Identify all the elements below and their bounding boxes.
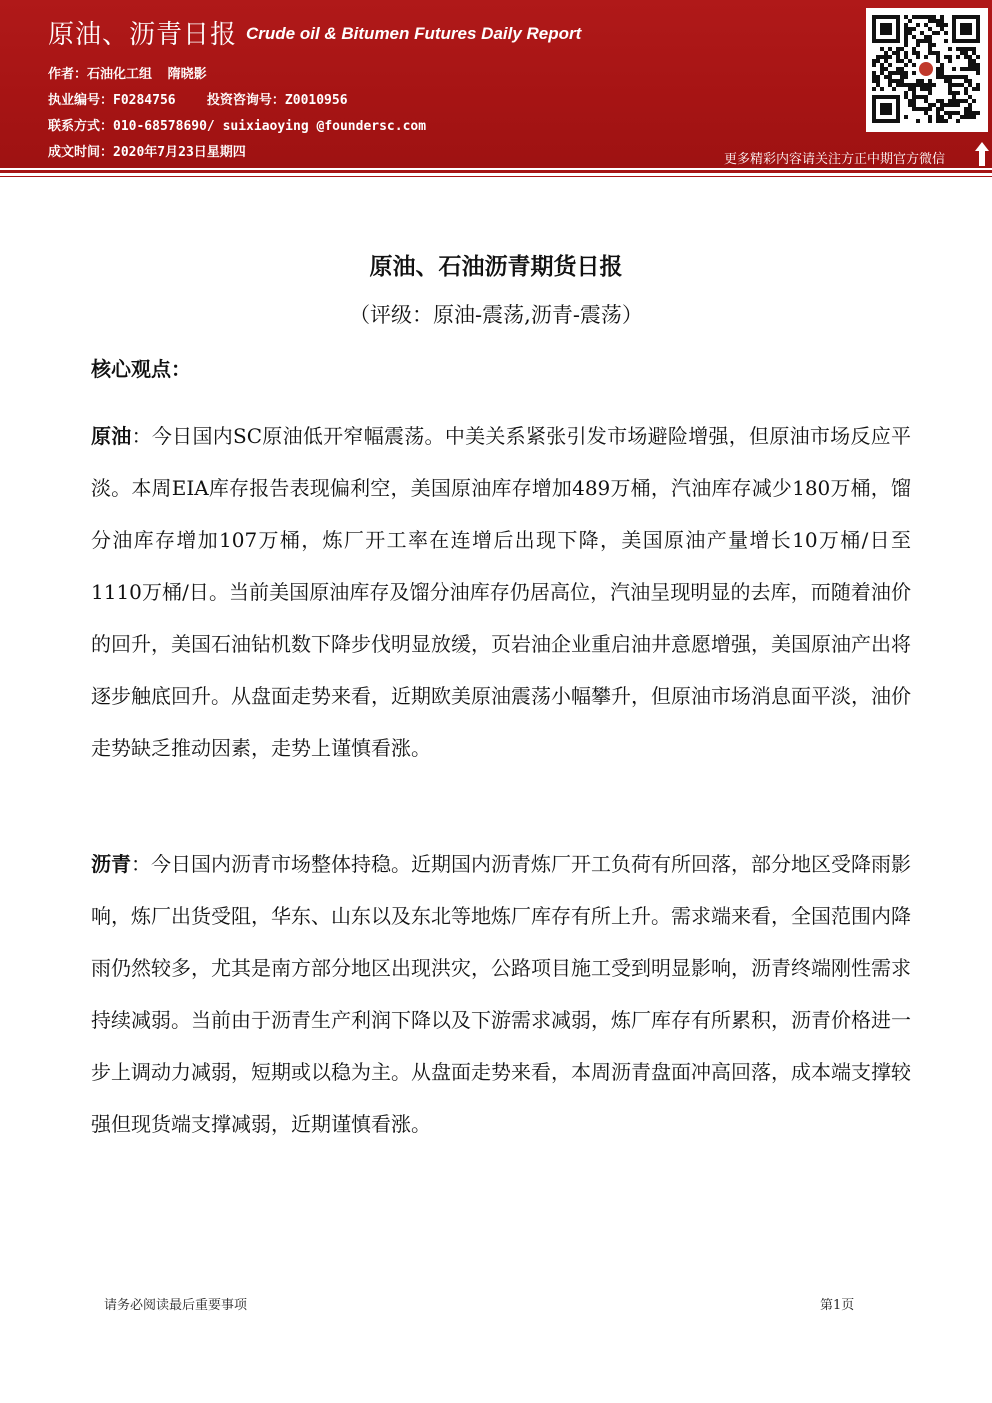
brand-title-cn: 原油、沥青日报	[48, 20, 238, 50]
crude-oil-text: 今日国内SC原油低开窄幅震荡。中美关系紧张引发市场避险增强，但原油市场反应平淡。本周EIA库存报告表现偏利空，美国原油库存增加489万桶，汽油库存减少180万桶，馏分油库存增加107万桶，炼厂开工率在连增后出现下降，美国原油产量增长10万桶/日至1110万桶/日。当前美国原油库存及馏分油库存仍居高位，汽油呈现明显的去库，而随着油价的回升，美国石油钻机数下降步伐明显放缓，页岩油企业重启油井意愿增强，美国原油产出将逐步触底回升。从盘面走势来看，近期欧美原油震荡小幅攀升，但原油市场消息面平淡，油价走势缺乏推动因素，走势上谨慎看涨。	[91, 424, 912, 760]
up-arrow-icon	[974, 141, 990, 167]
bitumen-lead: 沥青	[91, 852, 131, 876]
footer-notice: 请务必阅读最后重要事项	[104, 1298, 248, 1313]
page-number: 第1页	[820, 1298, 855, 1313]
crude-oil-sep: ：	[131, 424, 152, 448]
document-title: 原油、石油沥青期货日报	[369, 254, 623, 280]
bitumen-text: 今日国内沥青市场整体持稳。近期国内沥青炼厂开工负荷有所回落，部分地区受降雨影响，炼厂出货受阻，华东、山东以及东北等地炼厂库存有所上升。需求端来看，全国范围内降雨仍然较多，尤其是南方部分地区出现洪灾，公路项目施工受到明显影响，沥青终端刚性需求持续减弱。当前由于沥青生产利润下降以及下游需求减弱，炼厂库存有所累积，沥青价格进一步上调动力减弱，短期或以稳为主。从盘面走势来看，本周沥青盘面冲高回落，成本端支撑较强但现货端支撑减弱，近期谨慎看涨。	[91, 852, 911, 1136]
contact-line: 联系方式：010-68578690/ suixiaoying @foundersc.com	[48, 119, 427, 134]
header-rule	[0, 170, 992, 173]
bitumen-paragraph	[91, 838, 911, 1150]
crude-oil-lead: 原油	[91, 424, 132, 448]
qr-code-icon[interactable]	[866, 8, 988, 132]
author-line: 作者：石油化工组 隋晓影	[48, 67, 207, 82]
document-rating: （评级：原油-震荡,沥青-震荡）	[349, 303, 643, 327]
wechat-follow-note: 更多精彩内容请关注方正中期官方微信	[724, 152, 946, 167]
bitumen-sep: ：	[131, 852, 151, 876]
core-view-heading: 核心观点：	[91, 357, 191, 381]
license-line: 执业编号：F0284756 投资咨询号：Z0010956	[48, 93, 348, 108]
brand-title-en: Crude oil & Bitumen Futures Daily Report	[246, 24, 582, 43]
header-rule-thin	[0, 176, 992, 177]
date-line: 成文时间：2020年7月23日星期四	[48, 145, 246, 160]
report-header-banner	[0, 0, 992, 168]
crude-oil-paragraph	[91, 410, 911, 774]
